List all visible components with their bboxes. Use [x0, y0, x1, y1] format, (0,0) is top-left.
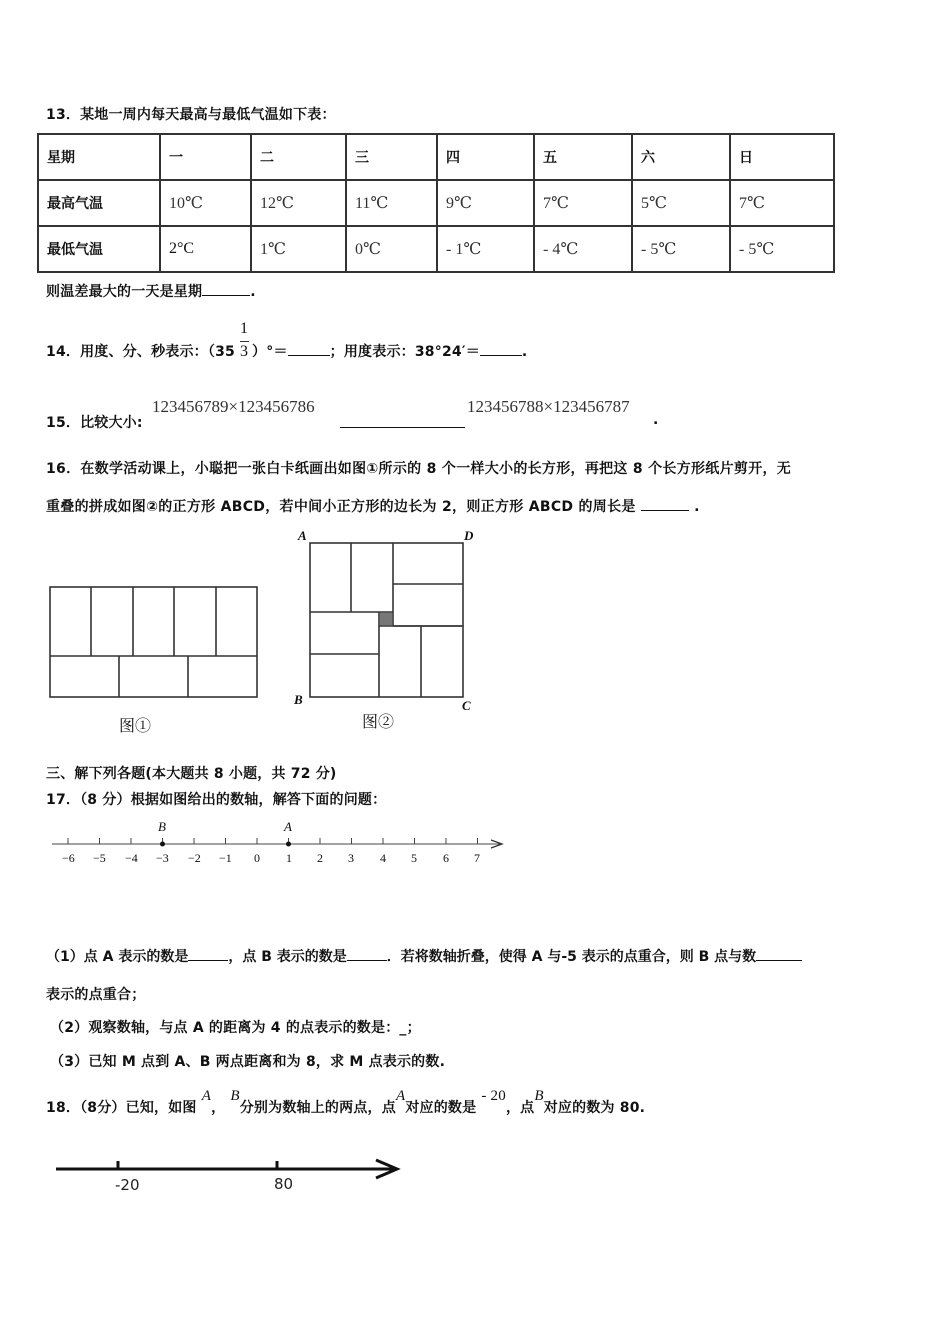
q15-left-expression: 123456789×123456786 [152, 397, 315, 416]
center-small-square [379, 612, 393, 626]
value-neg20: - 20 [481, 1088, 506, 1104]
table-cell: 三 [346, 134, 437, 180]
table-cell: 7℃ [730, 180, 834, 226]
table-cell: 四 [437, 134, 534, 180]
q18-p1: 18．（8分）已知，如图 [46, 1100, 197, 1116]
tick-label: −4 [125, 851, 138, 865]
answer-blank[interactable] [641, 508, 689, 511]
var-b: B [534, 1088, 544, 1104]
section-3-heading: 三、解下列各题(本大题共 8 小题，共 72 分) [46, 766, 337, 782]
table-cell: - 5℃ [730, 226, 834, 272]
figure-1-caption: 图① [119, 718, 152, 735]
answer-blank[interactable] [288, 353, 330, 356]
corner-label-b: B [294, 692, 303, 707]
q17-part1-line2: 表示的点重合； [46, 987, 146, 1003]
q13-title: 13．某地一周内每天最高与最低气温如下表： [46, 107, 336, 123]
table-cell: 最低气温 [38, 226, 160, 272]
corner-label-d: D [464, 528, 474, 543]
table-cell: 0℃ [346, 226, 437, 272]
table-cell: 一 [160, 134, 251, 180]
q16-line2-text: 重叠的拼成如图②的正方形 ABCD，若中间小正方形的边长为 2，则正方形 ABCD 的周长是 [46, 499, 636, 515]
q17-part3: （3）已知 M 点到 A、B 两点距离和为 8，求 M 点表示的数. [50, 1054, 446, 1070]
table-row-low [38, 226, 834, 272]
comma: ， [211, 1100, 226, 1116]
table-cell: 5℃ [632, 180, 730, 226]
table-row-high [38, 180, 834, 226]
tick-label: −2 [188, 851, 201, 865]
fraction-bar [240, 341, 249, 342]
answer-blank[interactable] [202, 293, 250, 296]
answer-blank[interactable] [188, 958, 228, 961]
period: . [694, 499, 700, 515]
q15-right-expression: 123456788×123456787 [467, 397, 630, 416]
var-b: B [230, 1088, 240, 1104]
table-cell: 1℃ [251, 226, 346, 272]
temperature-table [37, 133, 835, 273]
q14-mid2: ；用度表示：38°24′＝ [329, 344, 480, 360]
q15-prefix: 15．比较大小: [46, 415, 143, 431]
answer-blank[interactable] [347, 958, 387, 961]
answer-blank[interactable] [340, 427, 465, 428]
table-cell: 六 [632, 134, 730, 180]
fraction-numerator: 1 [240, 320, 249, 337]
q18-p2: 分别为数轴上的两点，点 [239, 1100, 396, 1116]
q17-part1-a: （1）点 A 表示的数是 [46, 949, 189, 965]
q14-mid: ）°＝ [252, 344, 288, 360]
axis-label-neg20: -20 [115, 1176, 140, 1194]
table-cell: 日 [730, 134, 834, 180]
table-cell: 10℃ [160, 180, 251, 226]
point-b [160, 842, 165, 847]
tick-label: 2 [317, 851, 323, 865]
point-b-label: B [158, 819, 166, 834]
tick-label: −1 [219, 851, 232, 865]
figure-2-caption: 图② [362, 714, 395, 731]
tick-label: 3 [348, 851, 354, 865]
table-cell: 12℃ [251, 180, 346, 226]
q16-line1: 16．在数学活动课上，小聪把一张白卡纸画出如图①所示的 8 个一样大小的长方形，再把这 8 个长方形纸片剪开，无 [46, 461, 792, 477]
table-row-weekday [38, 134, 834, 180]
table-cell: 11℃ [346, 180, 437, 226]
table-cell: - 4℃ [534, 226, 632, 272]
q17-part2: （2）观察数轴，与点 A 的距离为 4 的点表示的数是：_； [50, 1020, 421, 1036]
q13-question [46, 281, 256, 301]
tick-label: 1 [286, 851, 292, 865]
tick-label: 4 [380, 851, 386, 865]
figure-2-square [308, 541, 468, 701]
q17-part1-b: ，点 B 表示的数是 [228, 949, 347, 965]
tick-label: 0 [254, 851, 260, 865]
table-cell: 二 [251, 134, 346, 180]
number-line-q18 [50, 1155, 410, 1185]
table-cell: - 1℃ [437, 226, 534, 272]
table-cell: 五 [534, 134, 632, 180]
table-cell: 9℃ [437, 180, 534, 226]
q14-line [46, 320, 528, 361]
tick-label: −3 [156, 851, 169, 865]
q14-prefix: 14．用度、分、秒表示：（35 [46, 344, 235, 360]
tick-label: 6 [443, 851, 449, 865]
fraction [240, 320, 252, 360]
q17-part1-c: ．若将数轴折叠，使得 A 与-5 表示的点重合，则 B 点与数 [386, 949, 757, 965]
corner-label-c: C [462, 698, 471, 713]
point-a [286, 842, 291, 847]
table-cell: 最高气温 [38, 180, 160, 226]
point-a-label: A [284, 819, 292, 834]
axis-label-80: 80 [274, 1175, 294, 1193]
var-a: A [395, 1088, 406, 1104]
tick-label: 7 [474, 851, 480, 865]
q18-p4: ，点 [505, 1100, 535, 1116]
answer-blank[interactable] [480, 353, 522, 356]
period: . [653, 412, 659, 428]
var-a: A [201, 1088, 212, 1104]
table-cell: 星期 [38, 134, 160, 180]
period: . [521, 344, 528, 360]
fraction-denominator: 3 [240, 343, 249, 360]
q17-title: 17．（8 分）根据如图给出的数轴，解答下面的问题： [46, 792, 387, 808]
corner-label-a: A [298, 528, 307, 543]
q18-p3: 对应的数是 [405, 1100, 477, 1116]
figure-1-rectangles [48, 585, 260, 700]
table-cell: - 5℃ [632, 226, 730, 272]
table-cell: 2°C [160, 226, 251, 272]
tick-label: −5 [93, 851, 106, 865]
q16-line2 [46, 496, 700, 516]
answer-blank[interactable] [756, 958, 802, 961]
table-cell: 7℃ [534, 180, 632, 226]
tick-label: −6 [62, 851, 75, 865]
period: . [250, 284, 256, 300]
tick-label: 5 [411, 851, 417, 865]
q13-question-text: 则温差最大的一天是星期 [46, 284, 203, 300]
q18-line [46, 1088, 646, 1117]
q18-p5: 对应的数为 80. [543, 1100, 646, 1116]
q17-part1 [46, 946, 802, 966]
